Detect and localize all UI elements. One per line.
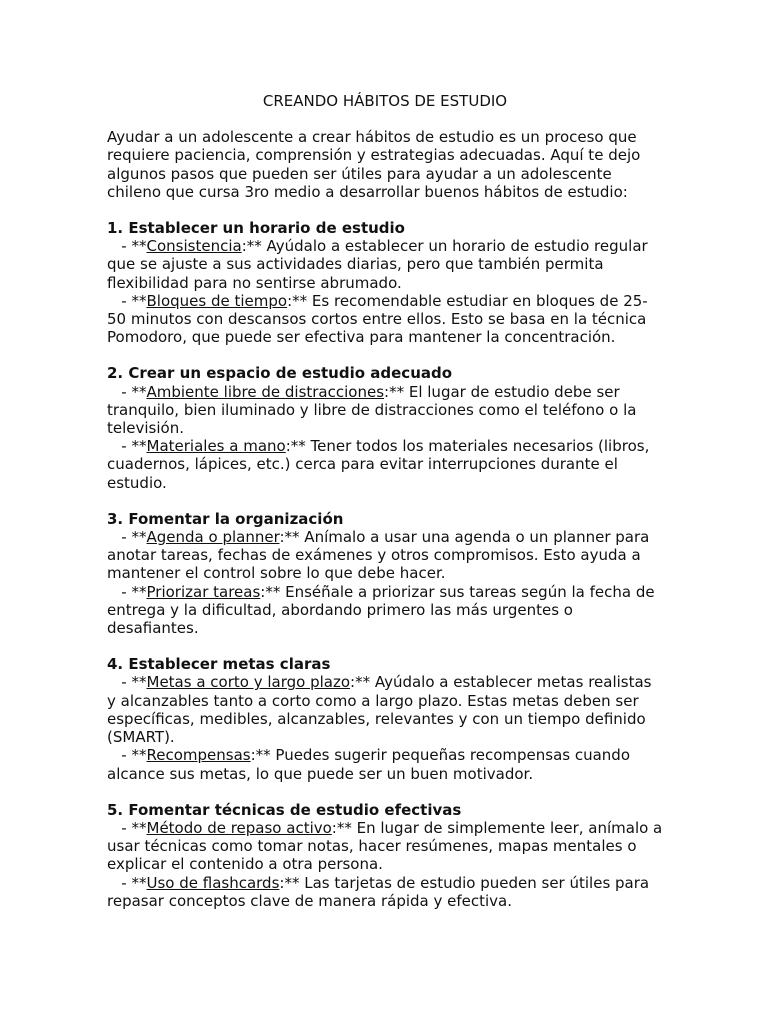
section-3 <box>107 510 663 637</box>
item-prefix: - ** <box>107 582 147 601</box>
list-item <box>107 874 663 910</box>
item-term: Método de repaso activo <box>146 818 332 837</box>
item-prefix: - ** <box>107 528 147 547</box>
item-text: :** Anímalo a usar una agenda o un planner para anotar tareas, fechas de exámenes y otros compromisos. Esto ayuda a mantener el control sobre lo que debe hacer. <box>107 528 650 583</box>
item-text: :** El lugar de estudio debe ser tranquilo, bien iluminado y libre de distracciones como el teléfono o la televisión. <box>107 382 637 438</box>
section-5 <box>107 801 663 910</box>
item-text: :** Es recomendable estudiar en bloques de 25-50 minutos con descansos cortos entre ellos. Esto se basa en la técnica Pomodoro, que puede ser efectiva para mantener la concentración. <box>107 291 648 347</box>
item-text: :** Las tarjetas de estudio pueden ser útiles para repasar conceptos clave de manera rápida y efectiva. <box>107 873 650 910</box>
item-text: :** Enséñale a priorizar sus tareas según la fecha de entrega y la dificultad, abordando primero las más urgentes o desafiantes. <box>107 582 655 638</box>
item-text: :** En lugar de simplemente leer, anímalo a usar técnicas como tomar notas, hacer resúmenes, mapas mentales o explicar el contenido a otra persona. <box>107 818 663 874</box>
list-item <box>107 746 663 782</box>
item-prefix: - ** <box>107 746 147 765</box>
section-2 <box>107 364 663 491</box>
section-heading: 1. Establecer un horario de estudio <box>107 219 405 238</box>
document-title: CREANDO HÁBITOS DE ESTUDIO <box>262 92 508 110</box>
item-prefix: - ** <box>107 673 147 692</box>
intro-paragraph: Ayudar a un adolescente a crear hábitos de estudio es un proceso que requiere paciencia, comprensión y estrategias adecuadas. Aquí te dejo algunos pasos que pueden ser útiles para ayudar a un adolescente chileno que cursa 3ro medio a desarrollar buenos hábitos de estudio: <box>107 128 641 201</box>
item-term: Metas a corto y largo plazo <box>146 673 351 692</box>
section-heading: 3. Fomentar la organización <box>107 509 344 528</box>
document-page <box>107 92 663 928</box>
list-item <box>107 237 663 292</box>
list-item <box>107 528 663 583</box>
item-term: Recompensas <box>146 746 251 765</box>
item-text: :** Tener todos los materiales necesarios (libros, cuadernos, lápices, etc.) cerca para evitar interrupciones durante el estudio. <box>107 437 650 492</box>
section-1 <box>107 219 663 346</box>
item-text: :** Puedes sugerir pequeñas recompensas cuando alcance sus metas, lo que puede ser un buen motivador. <box>107 746 630 783</box>
section-heading: 2. Crear un espacio de estudio adecuado <box>107 364 453 383</box>
list-item <box>107 383 663 438</box>
section-heading: 5. Fomentar técnicas de estudio efectivas <box>107 800 462 819</box>
item-prefix: - ** <box>107 382 147 401</box>
item-text: :** Ayúdalo a establecer metas realistas y alcanzables tanto a corto como a largo plazo. Estas metas deben ser específicas, medibles, alcanzables, relevantes y con un tiempo definido (SMART). <box>107 673 652 747</box>
item-prefix: - ** <box>107 818 147 837</box>
list-item <box>107 673 663 746</box>
list-item <box>107 819 663 874</box>
list-item <box>107 583 663 638</box>
section-heading: 4. Establecer metas claras <box>107 655 331 674</box>
list-item <box>107 292 663 347</box>
list-item <box>107 437 663 492</box>
item-term: Materiales a mano <box>146 437 286 456</box>
item-term: Uso de flashcards <box>146 873 280 892</box>
item-term: Bloques de tiempo <box>146 291 288 310</box>
item-prefix: - ** <box>107 437 147 456</box>
item-prefix: - ** <box>107 873 147 892</box>
item-text: :** Ayúdalo a establecer un horario de estudio regular que se ajuste a sus actividades diarias, pero que también permita flexibilidad para no sentirse abrumado. <box>107 237 648 292</box>
item-prefix: - ** <box>107 237 147 256</box>
sections-container <box>107 219 663 910</box>
item-term: Ambiente libre de distracciones <box>146 382 385 401</box>
item-term: Consistencia <box>146 237 242 256</box>
item-prefix: - ** <box>107 291 147 310</box>
item-term: Priorizar tareas <box>146 582 261 601</box>
item-term: Agenda o planner <box>146 528 280 547</box>
section-4 <box>107 655 663 782</box>
